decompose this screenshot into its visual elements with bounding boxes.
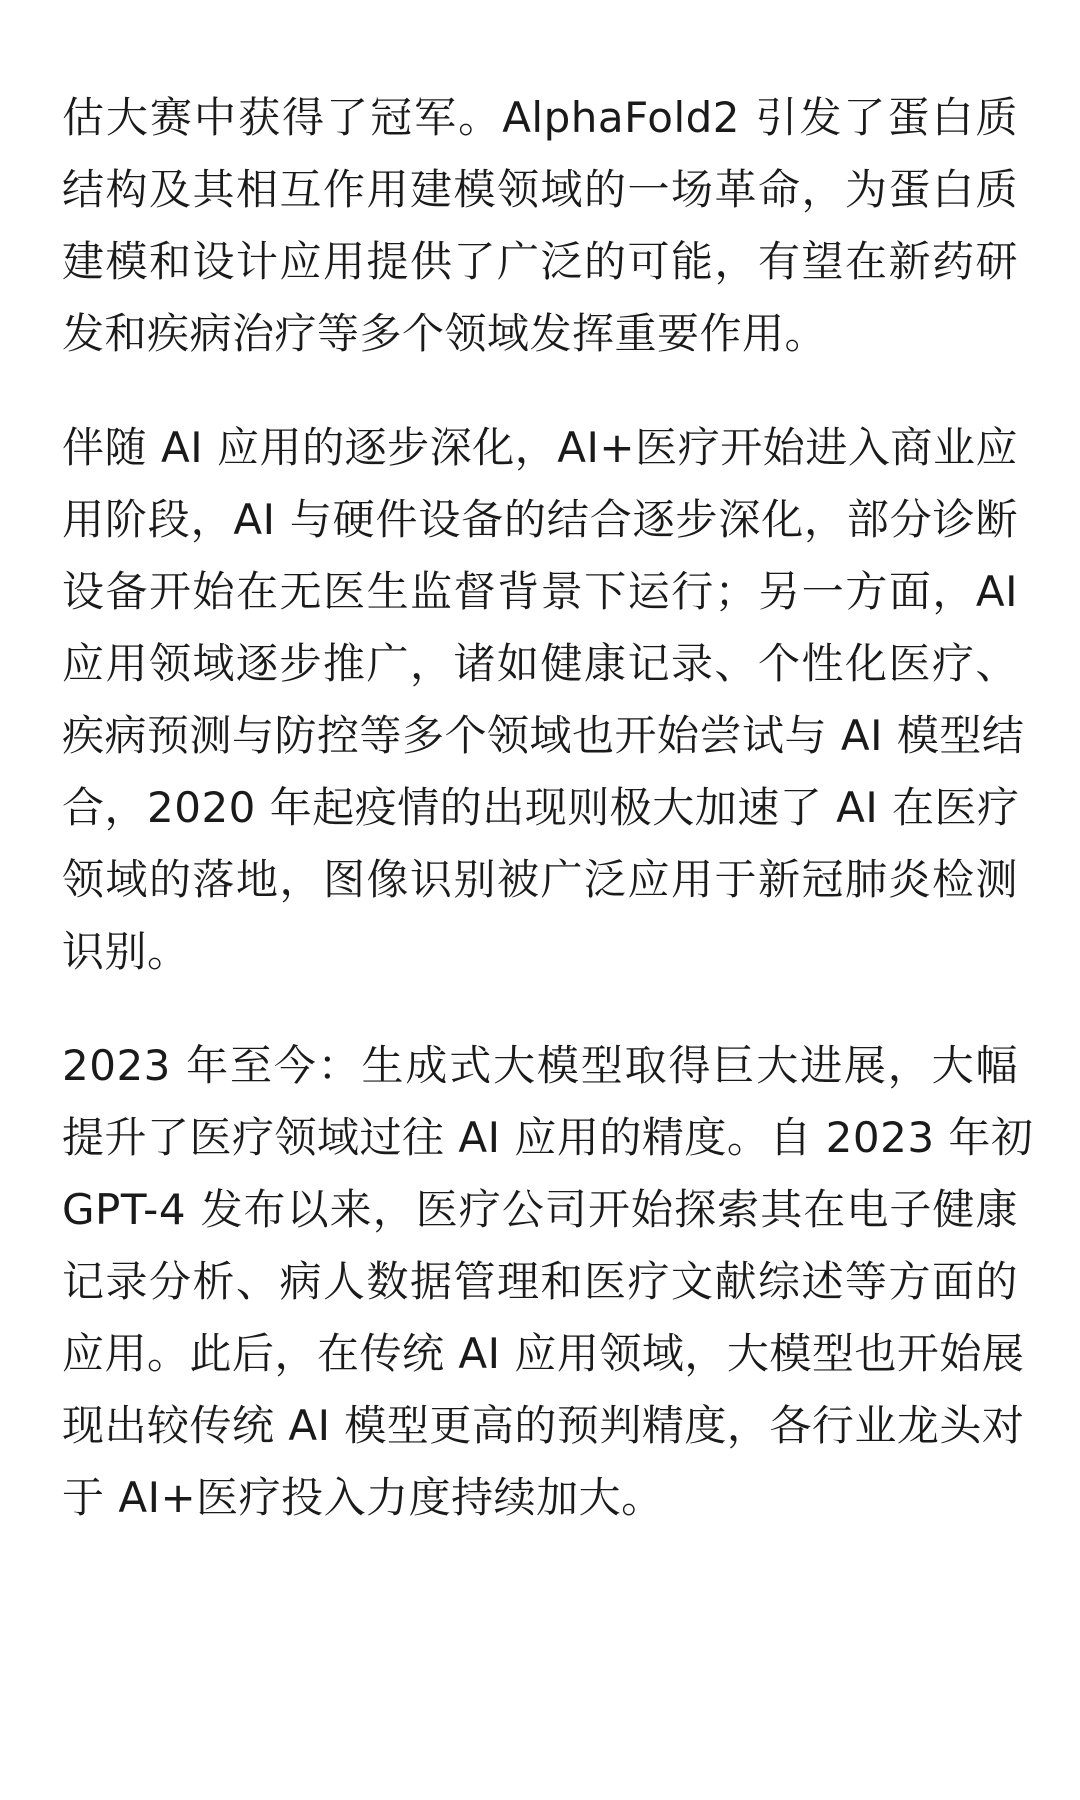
- paragraph-line: 领域的落地，图像识别被广泛应用于新冠肺炎检测: [62, 855, 1018, 904]
- paragraph-line: 于 AI+医疗投入力度持续加大。: [62, 1473, 664, 1522]
- paragraph-line: 记录分析、病人数据管理和医疗文献综述等方面的: [62, 1257, 1018, 1306]
- paragraph-line: 应用。此后，在传统 AI 应用领域，大模型也开始展: [62, 1329, 1025, 1378]
- paragraph-line: 建模和设计应用提供了广泛的可能，有望在新药研: [62, 237, 1018, 286]
- paragraph-line: 估大赛中获得了冠军。AlphaFold2 引发了蛋白质: [62, 93, 1018, 142]
- paragraph-line: 2023 年至今：生成式大模型取得巨大进展，大幅: [62, 1041, 1018, 1090]
- paragraph-line: 现出较传统 AI 模型更高的预判精度，各行业龙头对: [62, 1401, 1025, 1450]
- paragraph-line: 设备开始在无医生监督背景下运行；另一方面，AI: [62, 567, 1018, 616]
- paragraph-line: 应用领域逐步推广，诸如健康记录、个性化医疗、: [62, 639, 1018, 688]
- paragraph-line: 伴随 AI 应用的逐步深化，AI+医疗开始进入商业应: [62, 423, 1018, 472]
- paragraph-line: 提升了医疗领域过往 AI 应用的精度。自 2023 年初: [62, 1113, 1034, 1162]
- paragraph-line: 用阶段，AI 与硬件设备的结合逐步深化，部分诊断: [62, 495, 1018, 544]
- paragraph-line: 结构及其相互作用建模领域的一场革命，为蛋白质: [62, 165, 1018, 214]
- paragraph-line: GPT-4 发布以来，医疗公司开始探索其在电子健康: [62, 1185, 1018, 1234]
- paragraph-line: 识别。: [62, 927, 190, 976]
- paragraph-line: 合，2020 年起疫情的出现则极大加速了 AI 在医疗: [62, 783, 1020, 832]
- paragraph-line: 疾病预测与防控等多个领域也开始尝试与 AI 模型结: [62, 711, 1025, 760]
- paragraph-line: 发和疾病治疗等多个领域发挥重要作用。: [62, 309, 828, 358]
